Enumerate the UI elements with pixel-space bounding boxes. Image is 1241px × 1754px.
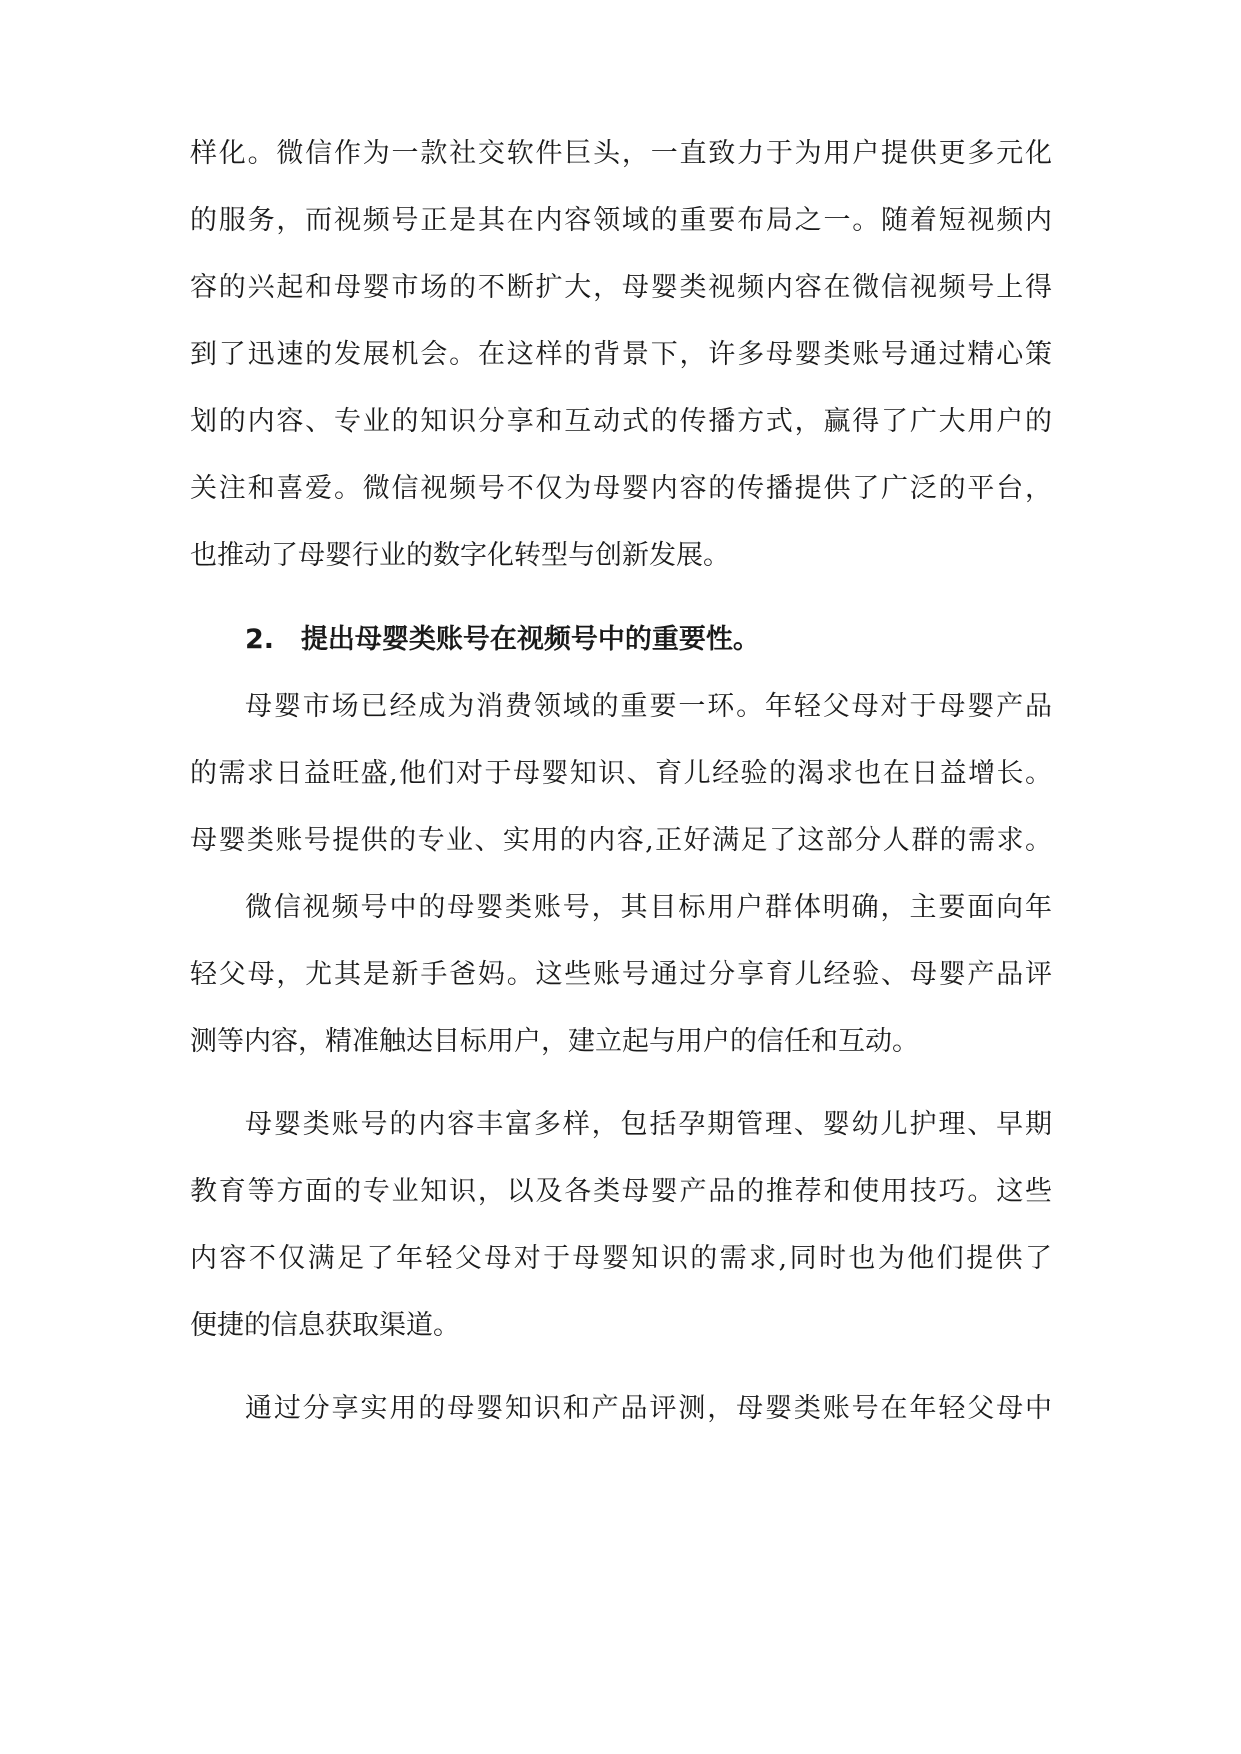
paragraph-line: 的需求日益旺盛,他们对于母婴知识、育儿经验的渴求也在日益增长。 (190, 758, 1052, 789)
paragraph-line: 也推动了母婴行业的数字化转型与创新发展。 (190, 540, 730, 571)
section-number: 2. (245, 624, 275, 655)
paragraph-line: 微信视频号中的母婴类账号，其目标用户群体明确，主要面向年 (245, 892, 1052, 923)
paragraph-line: 内容不仅满足了年轻父母对于母婴知识的需求,同时也为他们提供了 (190, 1243, 1052, 1274)
paragraph-line: 样化。微信作为一款社交软件巨头，一直致力于为用户提供更多元化 (190, 138, 1052, 169)
paragraph-line: 通过分享实用的母婴知识和产品评测，母婴类账号在年轻父母中 (245, 1393, 1052, 1424)
paragraph-line: 母婴类账号提供的专业、实用的内容,正好满足了这部分人群的需求。 (190, 825, 1052, 856)
paragraph-line: 便捷的信息获取渠道。 (190, 1310, 460, 1341)
paragraph-line: 容的兴起和母婴市场的不断扩大，母婴类视频内容在微信视频号上得 (190, 272, 1052, 303)
paragraph-line: 到了迅速的发展机会。在这样的背景下，许多母婴类账号通过精心策 (190, 339, 1052, 370)
paragraph-line: 关注和喜爱。微信视频号不仅为母婴内容的传播提供了广泛的平台， (190, 473, 1052, 504)
section-title: 提出母婴类账号在视频号中的重要性。 (300, 624, 760, 655)
paragraph-line: 划的内容、专业的知识分享和互动式的传播方式，赢得了广大用户的 (190, 406, 1052, 437)
paragraph-line: 测等内容，精准触达目标用户，建立起与用户的信任和互动。 (190, 1026, 919, 1057)
section-heading (245, 616, 1052, 664)
paragraph-line: 的服务，而视频号正是其在内容领域的重要布局之一。随着短视频内 (190, 205, 1052, 236)
paragraph-line: 轻父母，尤其是新手爸妈。这些账号通过分享育儿经验、母婴产品评 (190, 959, 1052, 990)
paragraph-line: 教育等方面的专业知识，以及各类母婴产品的推荐和使用技巧。这些 (190, 1176, 1052, 1207)
paragraph-line: 母婴类账号的内容丰富多样，包括孕期管理、婴幼儿护理、早期 (245, 1109, 1052, 1140)
paragraph-line: 母婴市场已经成为消费领域的重要一环。年轻父母对于母婴产品 (245, 691, 1052, 722)
